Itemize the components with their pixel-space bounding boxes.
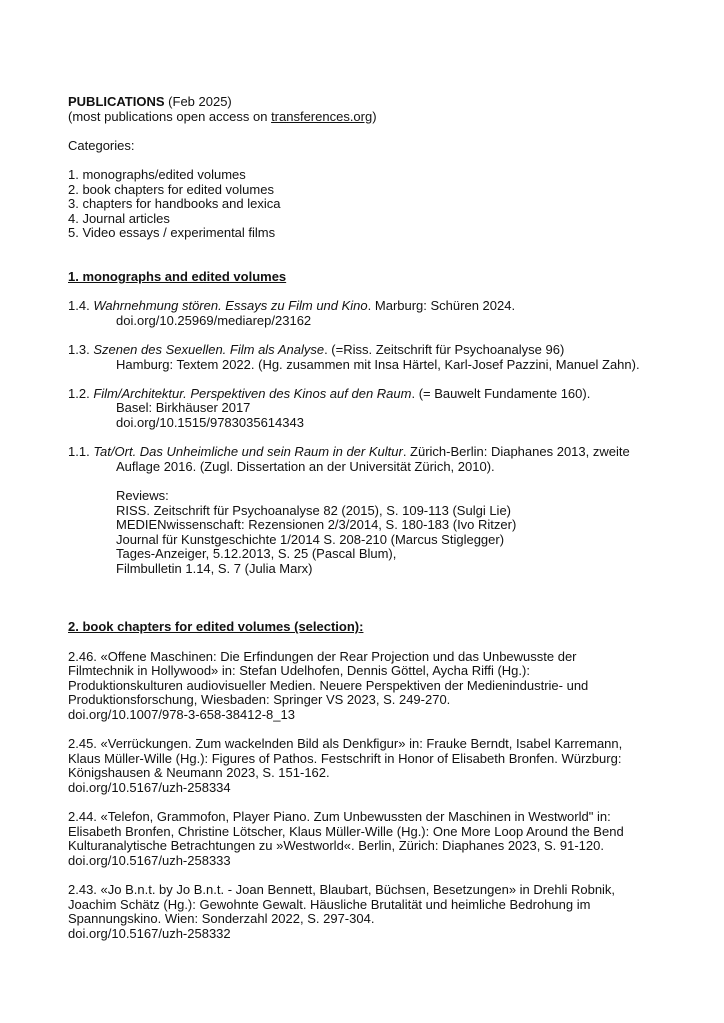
reviews-block [68, 489, 668, 577]
entry-line: Königshausen & Neumann 2023, S. 151-162. [68, 765, 330, 781]
publications-document [68, 95, 668, 941]
entry-line: Spannungskino. Wien: Sonderzahl 2022, S. 297-304. [68, 911, 375, 927]
section-heading-book-chapters: 2. book chapters for edited volumes (selection): [68, 619, 364, 635]
category-item: 1. monographs/edited volumes [68, 166, 246, 182]
entry-number: 1.4. [68, 298, 90, 314]
monograph-entry [68, 343, 668, 372]
entry-doi: doi.org/10.5167/uzh-258334 [68, 779, 231, 795]
entry-number: 1.3. [68, 342, 90, 358]
entry-line: 2.44. «Telefon, Grammofon, Player Piano. Zum Unbewussten der Maschinen in Westworld" in: [68, 809, 611, 825]
category-item: 3. chapters for handbooks and lexica [68, 196, 281, 212]
entry-doi: doi.org/10.5167/uzh-258333 [68, 852, 231, 868]
entry-details: Basel: Birkhäuser 2017 [116, 400, 251, 416]
entry-publisher: . (= Bauwelt Fundamente 160). [411, 385, 591, 401]
entry-doi: doi.org/10.1515/9783035614343 [116, 415, 304, 431]
entry-title: Wahrnehmung stören. Essays zu Film und Kino [93, 298, 368, 314]
reviews-label: Reviews: [116, 488, 169, 504]
category-item: 2. book chapters for edited volumes [68, 181, 274, 197]
entry-line: Filmtechnik in Hollywood» in: Stefan Udelhofen, Dennis Göttel, Aycha Riffi (Hg.): [68, 663, 530, 679]
entry-line: 2.45. «Verrückungen. Zum wackelnden Bild als Denkfigur» in: Frauke Berndt, Isabel Karremann, [68, 736, 623, 752]
entry-number: 1.1. [68, 444, 90, 460]
entry-publisher: . (=Riss. Zeitschrift für Psychoanalyse 96) [324, 342, 565, 358]
entry-doi: doi.org/10.25969/mediarep/23162 [116, 312, 312, 328]
access-note-suffix: ) [372, 108, 377, 124]
chapter-entry [68, 810, 668, 868]
review-item: RISS. Zeitschrift für Psychoanalyse 82 (2015), S. 109-113 (Sulgi Lie) [116, 502, 512, 518]
chapter-entry [68, 737, 668, 795]
review-item: Journal für Kunstgeschichte 1/2014 S. 208-210 (Marcus Stiglegger) [116, 531, 505, 547]
page-title: PUBLICATIONS [68, 94, 165, 109]
categories-label: Categories: [68, 137, 135, 153]
entry-line: 2.46. «Offene Maschinen: Die Erfindungen der Rear Projection und das Unbewusste der [68, 648, 577, 664]
chapter-entry [68, 650, 668, 723]
monograph-entry [68, 445, 668, 576]
category-item: 5. Video essays / experimental films [68, 225, 276, 241]
entry-details: Auflage 2016. (Zugl. Dissertation an der Universität Zürich, 2010). [116, 458, 495, 474]
entry-line: Klaus Müller-Wille (Hg.): Figures of Pathos. Festschrift in Honor of Elisabeth Bronfen. Würzburg: [68, 750, 622, 766]
entry-title: Tat/Ort. Das Unheimliche und sein Raum in der Kultur [93, 444, 403, 460]
chapter-entry [68, 883, 668, 941]
section-heading-monographs: 1. monographs and edited volumes [68, 269, 287, 285]
access-note-prefix: (most publications open access on [68, 108, 272, 124]
entry-doi: doi.org/10.5167/uzh-258332 [68, 925, 231, 941]
entry-publisher: . Zürich-Berlin: Diaphanes 2013, zweite [402, 444, 630, 460]
entry-line: 2.43. «Jo B.n.t. by Jo B.n.t. - Joan Bennett, Blaubart, Büchsen, Besetzungen» in Drehli Robnik, [68, 882, 616, 898]
header-date: (Feb 2025) [168, 94, 232, 109]
review-item: Tages-Anzeiger, 5.12.2013, S. 25 (Pascal Blum), [116, 546, 397, 562]
access-note [68, 110, 668, 125]
monograph-entry [68, 387, 668, 431]
header-line [68, 95, 668, 110]
transferences-link[interactable]: transferences.org [271, 108, 373, 124]
entry-line: Elisabeth Bronfen, Christine Lötscher, Klaus Müller-Wille (Hg.): One More Loop Around the Bend [68, 823, 624, 839]
entry-line: Joachim Schätz (Hg.): Gewohnte Gewalt. Häusliche Brutalität und heimliche Bedrohung im [68, 896, 591, 912]
entry-number: 1.2. [68, 385, 90, 401]
entry-title: Szenen des Sexuellen. Film als Analyse [93, 342, 325, 358]
entry-line: Kulturanalytische Betrachtungen zu »Westworld«. Berlin, Zürich: Diaphanes 2023, S. 91-120. [68, 838, 604, 854]
entry-details: Hamburg: Textem 2022. (Hg. zusammen mit Insa Härtel, Karl-Josef Pazzini, Manuel Zahn). [116, 356, 640, 372]
review-item: MEDIENwissenschaft: Rezensionen 2/3/2014, S. 180-183 (Ivo Ritzer) [116, 517, 517, 533]
category-item: 4. Journal articles [68, 210, 170, 226]
review-item: Filmbulletin 1.14, S. 7 (Julia Marx) [116, 561, 313, 576]
entry-line: Produktionskulturen audiovisueller Medien. Neuere Perspektiven der Medienindustrie- und [68, 677, 589, 693]
entry-line: Produktionsforschung, Wiesbaden: Springer VS 2023, S. 249-270. [68, 692, 451, 708]
entry-doi: doi.org/10.1007/978-3-658-38412-8_13 [68, 706, 295, 722]
entry-title: Film/Architektur. Perspektiven des Kinos auf den Raum [93, 385, 412, 401]
entry-publisher: . Marburg: Schüren 2024. [367, 298, 516, 314]
monograph-entry [68, 299, 668, 328]
